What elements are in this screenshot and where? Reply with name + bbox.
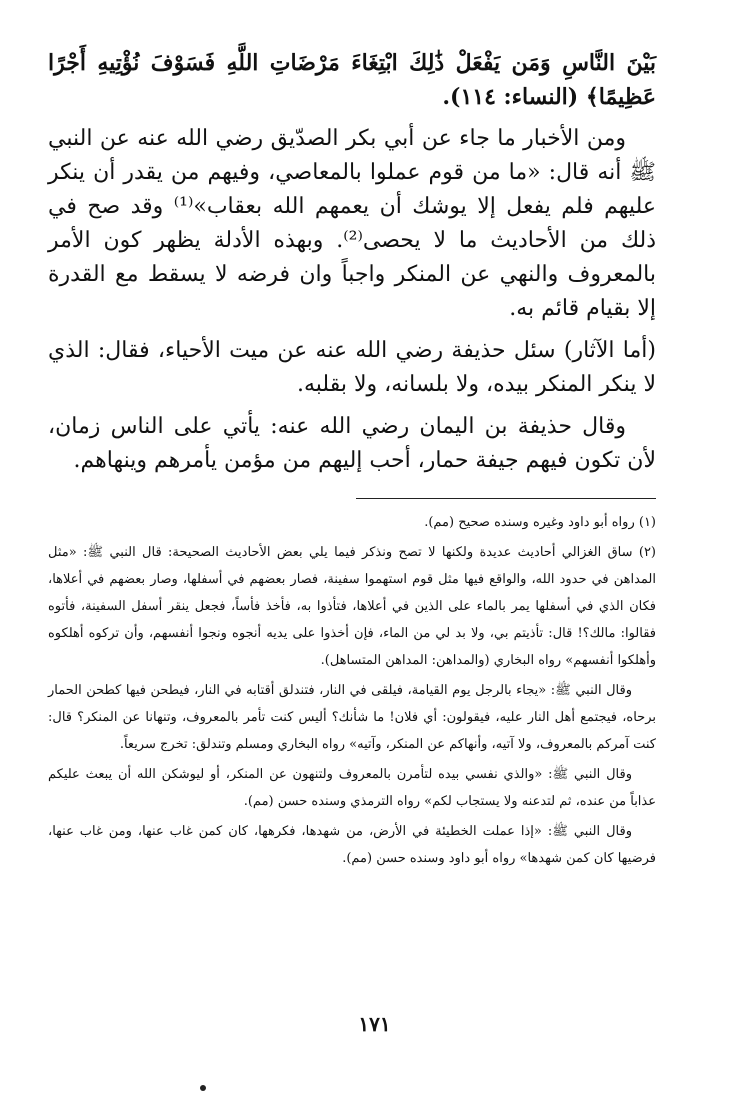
page-number: ١٧١ bbox=[358, 1012, 391, 1036]
footnote-2-hadith-2: وقال النبي ﷺ: «يجاء بالرجل يوم القيامة، فيلقى في النار، فتندلق أقتابه في النار، فيطحن فيها كطحن الحمار برحاه، فيجتمع أهل النار عليه، فيقولون: أي فلان! ما شأنك؟ أليس كنت تأمر بالمعروف، وتنهانا عن المنكر؟ قال: كنت آمركم بالمعروف، ولا آتيه، وأنهاكم عن المنكر، وآتيه» رواه البخاري ومسلم وتندلق: تخرج سريعاً. bbox=[48, 683, 656, 752]
main-text bbox=[48, 46, 656, 478]
paragraph-hudhayfa-ibn-alyaman: وقال حذيفة بن اليمان رضي الله عنه: يأتي على الناس زمان، لأن تكون فيهم جيفة حمار، أحب إليهم من مؤمن يأمرهم وينهاهم. bbox=[48, 414, 656, 473]
paragraph-athar-hudhayfa: (أما الآثار) سئل حذيفة رضي الله عنه عن ميت الأحياء، فقال: الذي لا ينكر المنكر بيده، ولا بلسانه، ولا بقلبه. bbox=[48, 338, 656, 397]
footnote-divider bbox=[356, 498, 656, 499]
footnote-2: (٢) ساق الغزالي أحاديث عديدة ولكنها لا تصح ونذكر فيما يلي بعض الأحاديث الصحيحة: قال النبي ﷺ: «مثل المداهن في حدود الله، والواقع فيها مثل قوم استهموا سفينة، فصار بعضهم في أسفلها، وصار بعضهم في أعلاها، فكان الذي في أسفلها يمر بالماء على الذين في أعلاها، فتأذوا به، فأخذ فأساً، فجعل ينقر أسفل السفينة، فأتوه فقالوا: مالك؟! قال: تأذيتم بي، ولا بد لي من الماء، فإن أخذوا على يديه أنجوه ونجوا أنفسهم، وأن تركوه أهلكوه وأهلكوا أنفسهم» رواه البخاري (والمداهن: المداهن المتساهل). bbox=[48, 545, 656, 668]
footnote-2-hadith-3: وقال النبي ﷺ: «والذي نفسي بيده لتأمرن بالمعروف ولتنهون عن المنكر، أو ليوشكن الله أن يبعث عليكم عذاباً من عنده، ثم لتدعنه ولا يستجاب لكم» رواه الترمذي وسنده حسن (مم). bbox=[48, 767, 656, 809]
footnotes bbox=[48, 509, 656, 872]
quran-verse: بَيْنَ النَّاسِ وَمَن يَفْعَلْ ذَٰلِكَ ابْتِغَاءَ مَرْضَاتِ اللَّهِ فَسَوْفَ نُؤْتِيهِ أَجْرًا عَظِيمًا﴾ (النساء: ١١٤). bbox=[48, 50, 656, 110]
page-body bbox=[48, 46, 656, 875]
footnote-1: (١) رواه أبو داود وغيره وسنده صحيح (مم). bbox=[424, 515, 656, 530]
scan-mark bbox=[200, 1085, 206, 1091]
footnote-2-hadith-4: وقال النبي ﷺ: «إذا عملت الخطيئة في الأرض، من شهدها، فكرهها، كان كمن غاب عنها، ومن غاب عنها، فرضيها كان كمن شهدها» رواه أبو داود وسنده حسن (مم). bbox=[48, 824, 656, 866]
paragraph-hadith-abu-bakr: ومن الأخبار ما جاء عن أبي بكر الصدّيق رضي الله عنه عن النبي ﷺ أنه قال: «ما من قوم عملوا بالمعاصي، وفيهم من يقدر أن ينكر عليهم فلم يفعل إلا يوشك أن يعمهم الله بعقاب»⁽¹⁾ وقد صح في ذلك من الأحاديث ما لا يحصى⁽²⁾. وبهذه الأدلة يظهر كون الأمر بالمعروف والنهي عن المنكر واجباً وان فرضه لا يسقط مع القدرة إلا بقيام قائم به. bbox=[48, 126, 656, 321]
